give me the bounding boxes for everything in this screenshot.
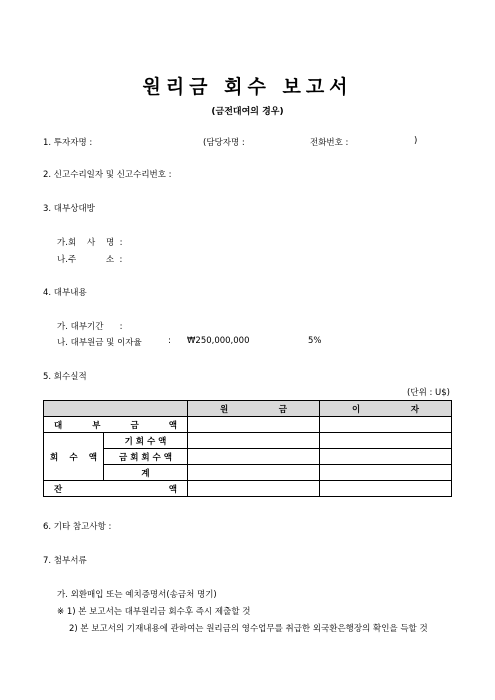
table-row-balance xyxy=(44,481,452,497)
report-number-label: 2. 신고수리일자 및 신고수리번호 : xyxy=(43,170,172,180)
header-principal: 원 금 xyxy=(188,401,320,417)
attachments-heading: 7. 첨부서류 xyxy=(43,556,87,566)
investor-name-label: 1. 투자자명 : xyxy=(43,138,93,148)
table-header-row xyxy=(44,401,452,417)
loan-amount-label: 나. 대부원금 및 이자율 xyxy=(57,338,142,348)
table-row-previous xyxy=(44,433,452,449)
current-principal-cell xyxy=(188,449,320,465)
previous-principal-cell xyxy=(188,433,320,449)
table-row-loan-amount xyxy=(44,417,452,433)
manager-name-label: (담당자명 : xyxy=(203,138,245,148)
row-label-collection: 회 수 액 xyxy=(44,433,104,481)
table-row-current xyxy=(44,449,452,465)
address-label: 주 소 : xyxy=(68,255,123,265)
sub-label-current: 금 회 회 수 액 xyxy=(104,449,188,465)
borrower-heading: 3. 대부상대방 xyxy=(43,204,95,214)
loan-amount-colon: : xyxy=(168,336,171,346)
unit-label: (단위 : U$) xyxy=(407,388,450,398)
previous-interest-cell xyxy=(320,433,452,449)
address-prefix: 나. xyxy=(57,255,68,265)
document-subtitle: (금전대여의 경우) xyxy=(211,107,284,117)
company-prefix: 가. xyxy=(57,238,68,248)
close-paren: ) xyxy=(414,136,418,146)
loan-amount-value: ₩250,000,000 xyxy=(187,336,250,346)
loan-period-label: 가. 대부기간 : xyxy=(57,322,123,332)
document-title: 원리금 회수 보고서 xyxy=(142,76,353,98)
attachment-note-1: ※ 1) 본 보고서는 대부원리금 회수후 즉시 제출할 것 xyxy=(57,607,251,617)
current-interest-cell xyxy=(320,449,452,465)
total-interest-cell xyxy=(320,465,452,481)
collection-table xyxy=(43,400,452,497)
header-interest: 이 자 xyxy=(320,401,452,417)
attachment-note-2: 2) 본 보고서의 기재내용에 관하여는 원리금의 영수업무를 취급한 외국환은행장의 확인을 득할 것 xyxy=(69,624,428,634)
sub-label-total: 계 xyxy=(104,465,188,481)
attachment-item-1: 가. 외환매입 또는 예치증명서(송금처 명기) xyxy=(57,590,217,600)
collection-heading: 5. 회수실적 xyxy=(43,372,87,382)
loan-principal-cell xyxy=(188,417,320,433)
balance-interest-cell xyxy=(320,481,452,497)
row-label-loan-amount: 대 부 금 액 xyxy=(44,417,188,433)
phone-label: 전화번호 : xyxy=(310,138,349,148)
table-row-total xyxy=(44,465,452,481)
other-notes-label: 6. 기타 참고사항 : xyxy=(43,522,112,532)
sub-label-previous: 기 회 수 액 xyxy=(104,433,188,449)
header-blank-cell xyxy=(44,401,188,417)
interest-rate-value: 5% xyxy=(308,336,322,346)
balance-principal-cell xyxy=(188,481,320,497)
loan-interest-cell xyxy=(320,417,452,433)
total-principal-cell xyxy=(188,465,320,481)
company-name-label: 회 사 명 : xyxy=(68,238,123,248)
loan-heading: 4. 대부내용 xyxy=(43,288,87,298)
row-label-balance: 잔 액 xyxy=(44,481,188,497)
